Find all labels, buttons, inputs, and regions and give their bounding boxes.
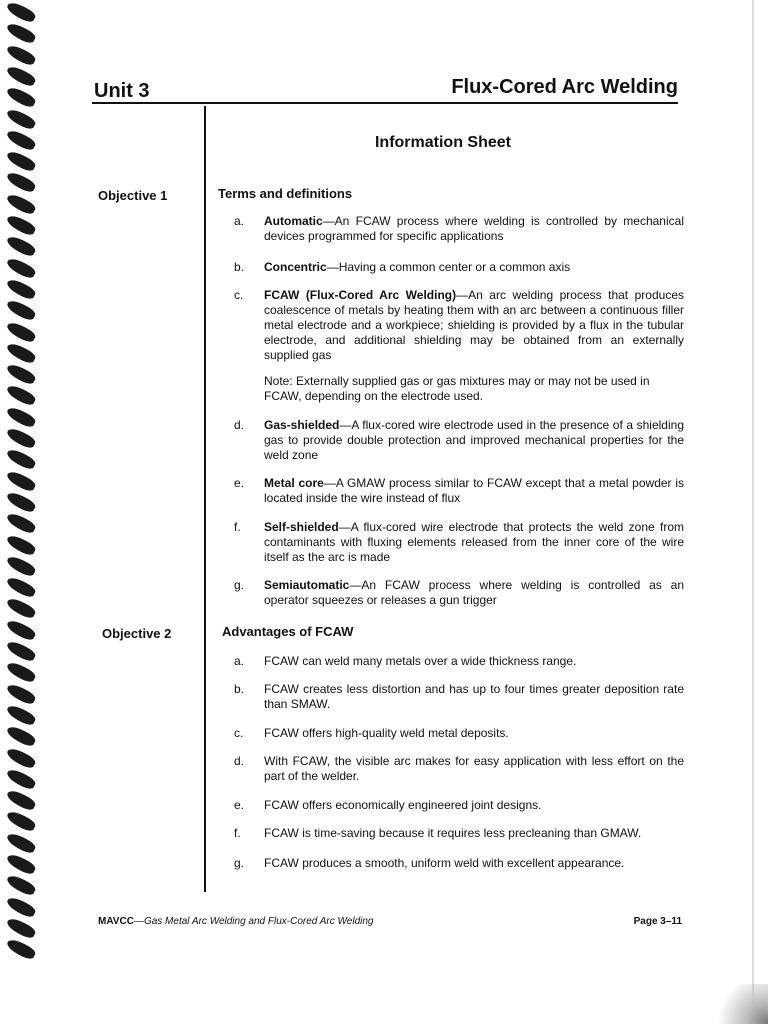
item-letter: f. <box>234 520 241 534</box>
page-title: Flux-Cored Arc Welding <box>451 76 678 98</box>
advantage-text: FCAW produces a smooth, uniform weld with excellent appearance. <box>264 856 625 870</box>
advantage-item <box>230 754 684 784</box>
term: Self-shielded <box>264 520 339 534</box>
advantage-item <box>230 826 684 841</box>
advantage-text: FCAW offers economically engineered joint designs. <box>264 798 542 812</box>
binding-ring <box>5 511 37 536</box>
page-edge <box>752 0 754 1024</box>
binding-ring <box>5 191 37 216</box>
binding-ring <box>5 766 37 791</box>
item-letter: g. <box>234 856 245 870</box>
spiral-binding <box>6 6 40 966</box>
binding-ring <box>5 85 37 110</box>
term-item-gas-shielded <box>230 418 684 463</box>
binding-ring <box>5 383 37 408</box>
objective-1-label: Objective 1 <box>98 188 168 203</box>
definition: —Having a common center or a common axis <box>326 260 571 274</box>
unit-label: Unit 3 <box>94 80 150 102</box>
binding-ring <box>5 553 37 578</box>
column-divider <box>204 106 206 892</box>
binding-ring <box>5 809 37 834</box>
binding-ring <box>5 852 37 877</box>
binding-ring <box>5 340 37 365</box>
binding-ring <box>5 788 37 813</box>
binding-ring <box>5 703 37 728</box>
binding-ring <box>5 937 37 962</box>
item-letter: c. <box>234 288 244 302</box>
binding-ring <box>5 617 37 642</box>
item-letter: e. <box>234 476 245 490</box>
terms-heading: Terms and definitions <box>218 186 353 201</box>
advantage-text: FCAW creates less distortion and has up to four times greater deposition rate than SMAW. <box>264 682 684 711</box>
binding-ring <box>5 149 37 174</box>
advantages-heading: Advantages of FCAW <box>222 624 354 639</box>
note: Note: Externally supplied gas or gas mixtures may or may not be used in FCAW, depending on the electrode used. <box>264 374 650 403</box>
term-item-semiautomatic <box>230 578 684 608</box>
definition: —A GMAW process similar to FCAW except that a metal powder is located inside the wire instead of flux <box>264 476 684 505</box>
term-item-self-shielded <box>230 520 684 565</box>
page-number: Page 3–11 <box>633 916 682 927</box>
binding-ring <box>5 0 37 24</box>
advantage-text: With FCAW, the visible arc makes for easy application with less effort on the part of the welder. <box>264 754 684 783</box>
footer-brand: MAVCC <box>98 916 134 927</box>
binding-ring <box>5 106 37 131</box>
binding-ring <box>5 447 37 472</box>
item-letter: b. <box>234 260 245 274</box>
objective-2-label: Objective 2 <box>102 626 172 641</box>
binding-ring <box>5 916 37 941</box>
definition: —An FCAW process where welding is controlled as an operator squeezes or releases a gun trigger <box>264 578 684 607</box>
definition: —A flux-cored wire electrode used in the presence of a shielding gas to provide double protection and improved mechanical properties for the weld zone <box>264 418 684 462</box>
binding-ring <box>5 404 37 429</box>
term: Metal core <box>264 476 324 490</box>
binding-ring <box>5 894 37 919</box>
binding-ring <box>5 426 37 451</box>
definition: —A flux-cored wire electrode that protects the weld zone from contaminants with fluxing elements released from the inner core of the wire itself as the arc is made <box>264 520 684 564</box>
binding-ring <box>5 639 37 664</box>
binding-ring <box>5 319 37 344</box>
term-item-automatic <box>230 214 684 244</box>
term-item-fcaw <box>230 288 684 363</box>
binding-ring <box>5 42 37 67</box>
advantage-text: FCAW can weld many metals over a wide thickness range. <box>264 654 577 668</box>
advantage-text: FCAW offers high-quality weld metal deposits. <box>264 726 509 740</box>
binding-ring <box>5 681 37 706</box>
binding-ring <box>5 127 37 152</box>
binding-ring <box>5 298 37 323</box>
term-item-concentric <box>230 260 684 275</box>
definition: —An arc welding process that produces coalescence of metals by heating them with an arc between a continuous filler metal electrode and a workpiece; shielding is provided by a flux in the tubular electrode, and additional shielding may be obtained from an externally supplied gas <box>264 288 684 362</box>
binding-ring <box>5 170 37 195</box>
item-letter: e. <box>234 798 245 812</box>
item-letter: a. <box>234 214 245 228</box>
definition: —An FCAW process where welding is controlled by mechanical devices programmed for specific applications <box>264 214 684 243</box>
term: Gas-shielded <box>264 418 340 432</box>
item-letter: b. <box>234 682 245 696</box>
term: Semiautomatic <box>264 578 350 592</box>
advantage-item <box>230 682 684 712</box>
binding-ring <box>5 596 37 621</box>
header-rule <box>92 102 678 104</box>
binding-ring <box>5 255 37 280</box>
corner-shadow <box>708 984 768 1024</box>
sheet-heading: Information Sheet <box>374 134 511 151</box>
binding-ring <box>5 362 37 387</box>
footer-subtitle: —Gas Metal Arc Welding and Flux-Cored Arc Welding <box>133 916 374 927</box>
term: FCAW (Flux-Cored Arc Welding) <box>264 288 457 302</box>
binding-ring <box>5 660 37 685</box>
binding-ring <box>5 830 37 855</box>
binding-ring <box>5 64 37 89</box>
binding-ring <box>5 873 37 898</box>
item-letter: g. <box>234 578 245 592</box>
binding-ring <box>5 724 37 749</box>
item-letter: d. <box>234 754 245 768</box>
binding-ring <box>5 234 37 259</box>
binding-ring <box>5 21 37 46</box>
footer-source <box>98 916 373 927</box>
advantage-item <box>230 726 684 741</box>
item-letter: c. <box>234 726 244 740</box>
term: Concentric <box>264 260 327 274</box>
item-letter: a. <box>234 654 245 668</box>
binding-ring <box>5 745 37 770</box>
advantage-item <box>230 798 684 813</box>
advantage-text: FCAW is time-saving because it requires less precleaning than GMAW. <box>264 826 642 840</box>
binding-ring <box>5 213 37 238</box>
advantage-item <box>230 654 684 669</box>
binding-ring <box>5 532 37 557</box>
term: Automatic <box>264 214 323 228</box>
binding-ring <box>5 277 37 302</box>
term-item-metal-core <box>230 476 684 506</box>
item-letter: f. <box>234 826 241 840</box>
item-letter: d. <box>234 418 245 432</box>
binding-ring <box>5 575 37 600</box>
advantage-item <box>230 856 684 871</box>
binding-ring <box>5 468 37 493</box>
binding-ring <box>5 490 37 515</box>
